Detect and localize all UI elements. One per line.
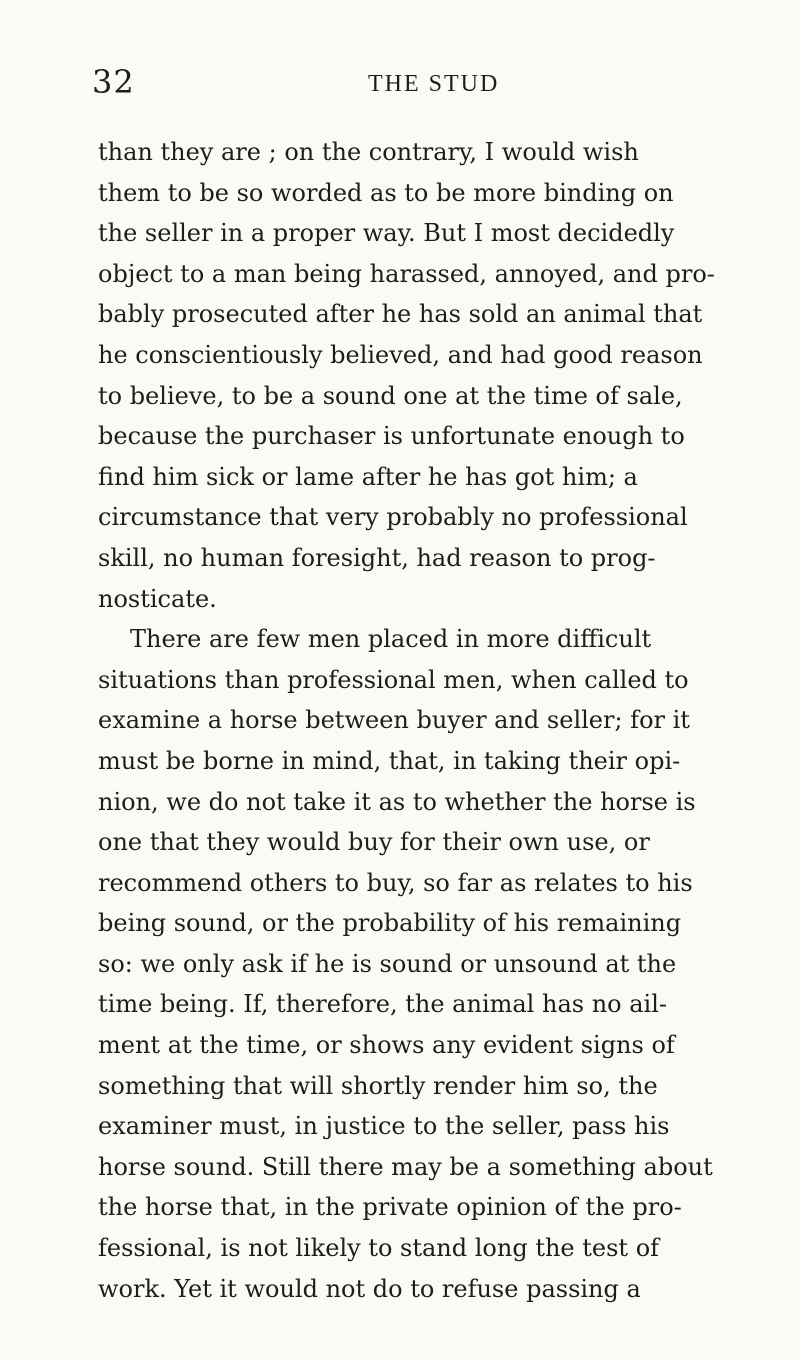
text-line: so: we only ask if he is sound or unsound at the	[98, 949, 677, 978]
page-number: 32	[92, 63, 135, 101]
text-line: he conscientiously believed, and had good reason	[98, 340, 703, 369]
text-line: than they are ; on the contrary, I would wish	[98, 138, 639, 166]
running-head	[0, 62, 800, 102]
text-line: object to a man being harassed, annoyed, and pro-	[98, 259, 715, 288]
text-line: one that they would buy for their own use, or	[98, 828, 650, 857]
text-line: fessional, is not likely to stand long the test of	[98, 1234, 660, 1263]
body-text	[98, 132, 788, 1309]
text-line: nosticate.	[98, 584, 217, 613]
text-line: work. Yet it would not do to refuse passing a	[98, 1274, 641, 1303]
text-line: nion, we do not take it as to whether the horse is	[98, 787, 696, 816]
text-line: find him sick or lame after he has got him; a	[98, 462, 638, 491]
text-line: the seller in a proper way. But I most decidedly	[98, 219, 675, 248]
text-line: the horse that, in the private opinion of the pro-	[98, 1193, 682, 1222]
text-line: to believe, to be a sound one at the time of sale,	[98, 381, 683, 410]
text-line: ment at the time, or shows any evident signs of	[98, 1031, 675, 1060]
running-title: THE STUD	[368, 71, 500, 97]
text-line: them to be so worded as to be more binding on	[98, 178, 674, 207]
text-line: There are few men placed in more difficult	[130, 625, 652, 654]
text-line: must be borne in mind, that, in taking their opi-	[98, 746, 681, 775]
text-line: examiner must, in justice to the seller, pass his	[98, 1112, 670, 1141]
text-line: bably prosecuted after he has sold an animal that	[98, 300, 703, 329]
text-line: horse sound. Still there may be a something about	[98, 1152, 713, 1181]
text-line: recommend others to buy, so far as relates to his	[98, 868, 693, 897]
text-line: being sound, or the probability of his remaining	[98, 909, 682, 938]
text-line: circumstance that very probably no professional	[98, 503, 688, 532]
text-line: examine a horse between buyer and seller; for it	[98, 706, 690, 735]
text-line: situations than professional men, when called to	[98, 665, 689, 694]
text-line: something that will shortly render him so, the	[98, 1071, 658, 1100]
text-line: skill, no human foresight, had reason to prog-	[98, 543, 656, 572]
text-line: because the purchaser is unfortunate enough to	[98, 422, 685, 451]
text-line: time being. If, therefore, the animal has no ail-	[98, 990, 668, 1019]
